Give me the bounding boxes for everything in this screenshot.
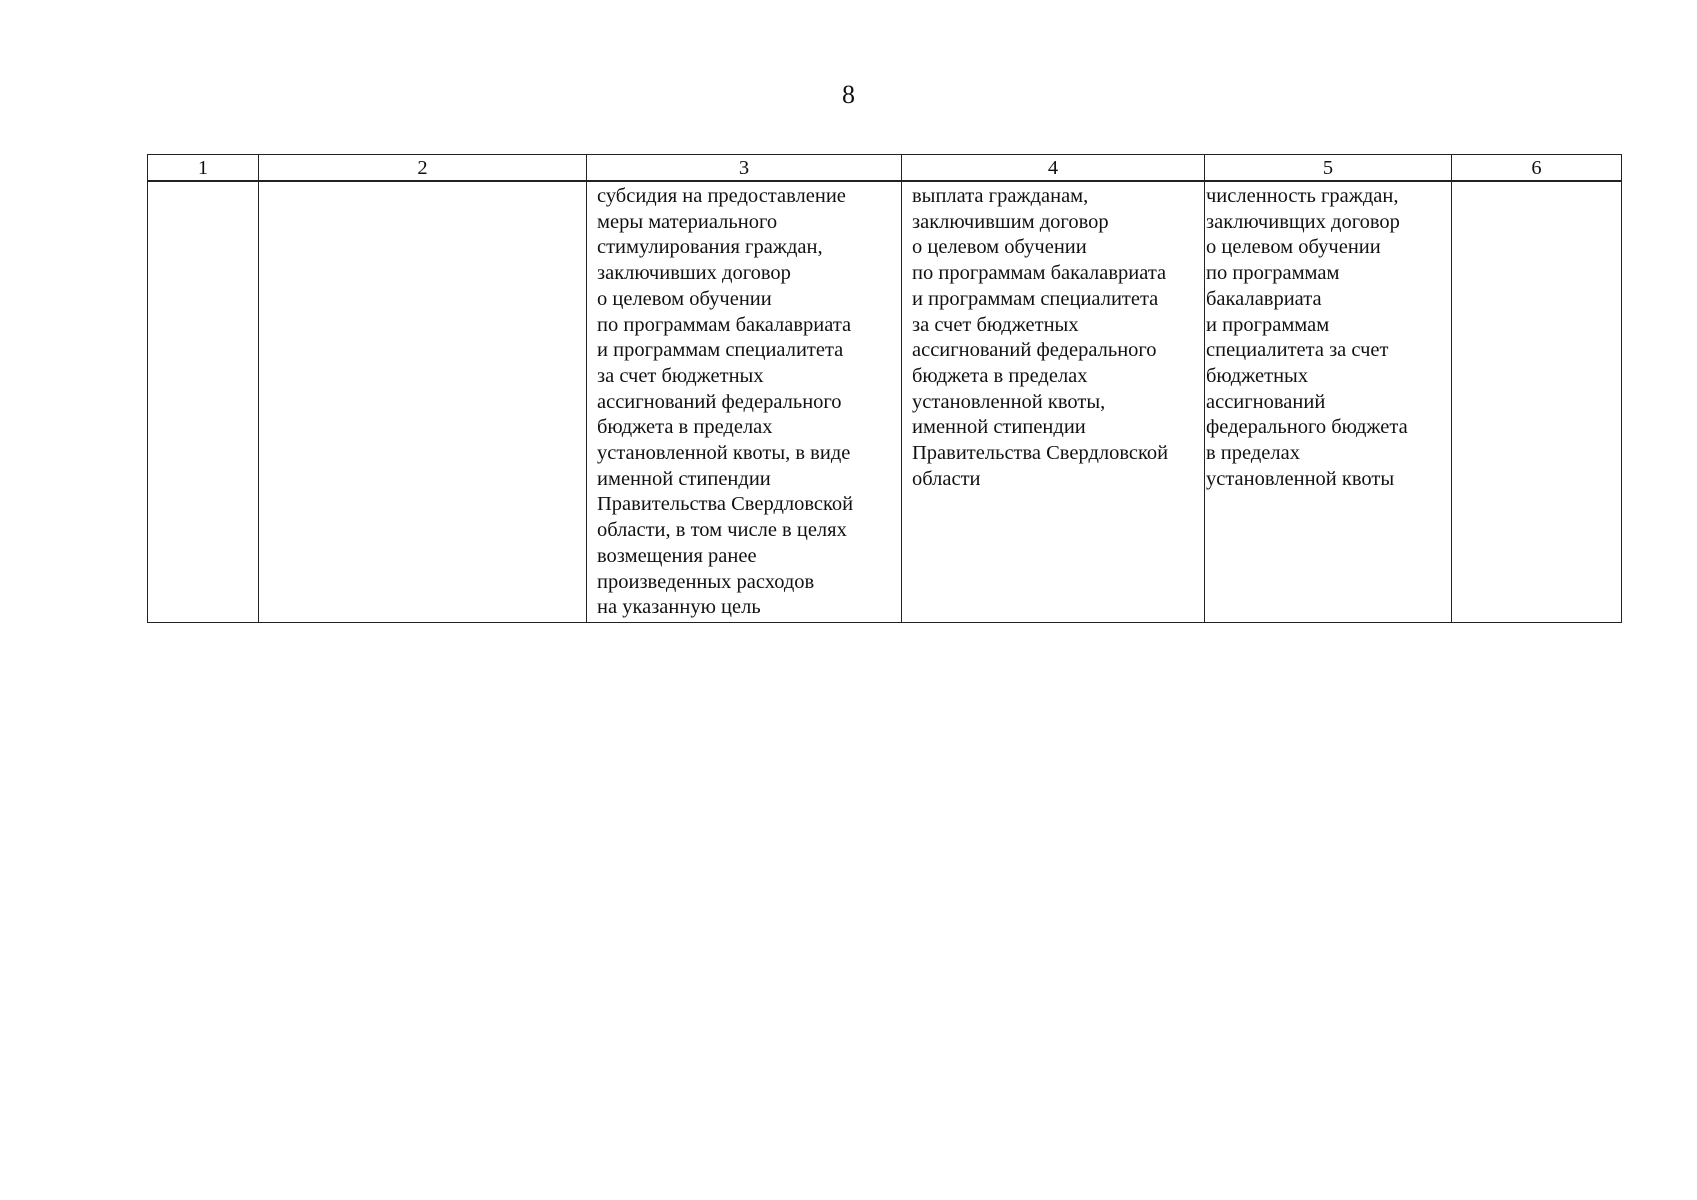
table-row xyxy=(148,181,1622,623)
cell-indicator-description: численность граждан, заключивщих договор о целевом обучении по программам бакалавриата и программам специалитета за счет бюджетных ассигнований федерального бюджета в пределах установленной квоты xyxy=(1205,181,1452,623)
column-number-5: 5 xyxy=(1205,155,1452,182)
cell-col-2 xyxy=(259,181,587,623)
column-number-4: 4 xyxy=(902,155,1205,182)
column-number-3: 3 xyxy=(587,155,902,182)
document-table xyxy=(147,154,1622,623)
column-number-1: 1 xyxy=(148,155,259,182)
cell-event-description: субсидия на предоставление меры материального стимулирования граждан, заключивших договор о целевом обучении по программам бакалавриата и программам специалитета за счет бюджетных ассигнований федерального бюджета в пределах установленной квоты, в виде именной стипендии Правительства Свердловской области, в том числе в целях возмещения ранее произведенных расходов на указанную цель xyxy=(587,181,902,623)
cell-result-description: выплата гражданам, заключившим договор о целевом обучении по программам бакалавриата и программам специалитета за счет бюджетных ассигнований федерального бюджета в пределах установленной квоты, именной стипендии Правительства Свердловской области xyxy=(902,181,1205,623)
cell-col-6 xyxy=(1452,181,1622,623)
column-number-2: 2 xyxy=(259,155,587,182)
page-number: 8 xyxy=(842,80,855,109)
column-number-6: 6 xyxy=(1452,155,1622,182)
table-header-row xyxy=(148,155,1622,182)
cell-col-1 xyxy=(148,181,259,623)
